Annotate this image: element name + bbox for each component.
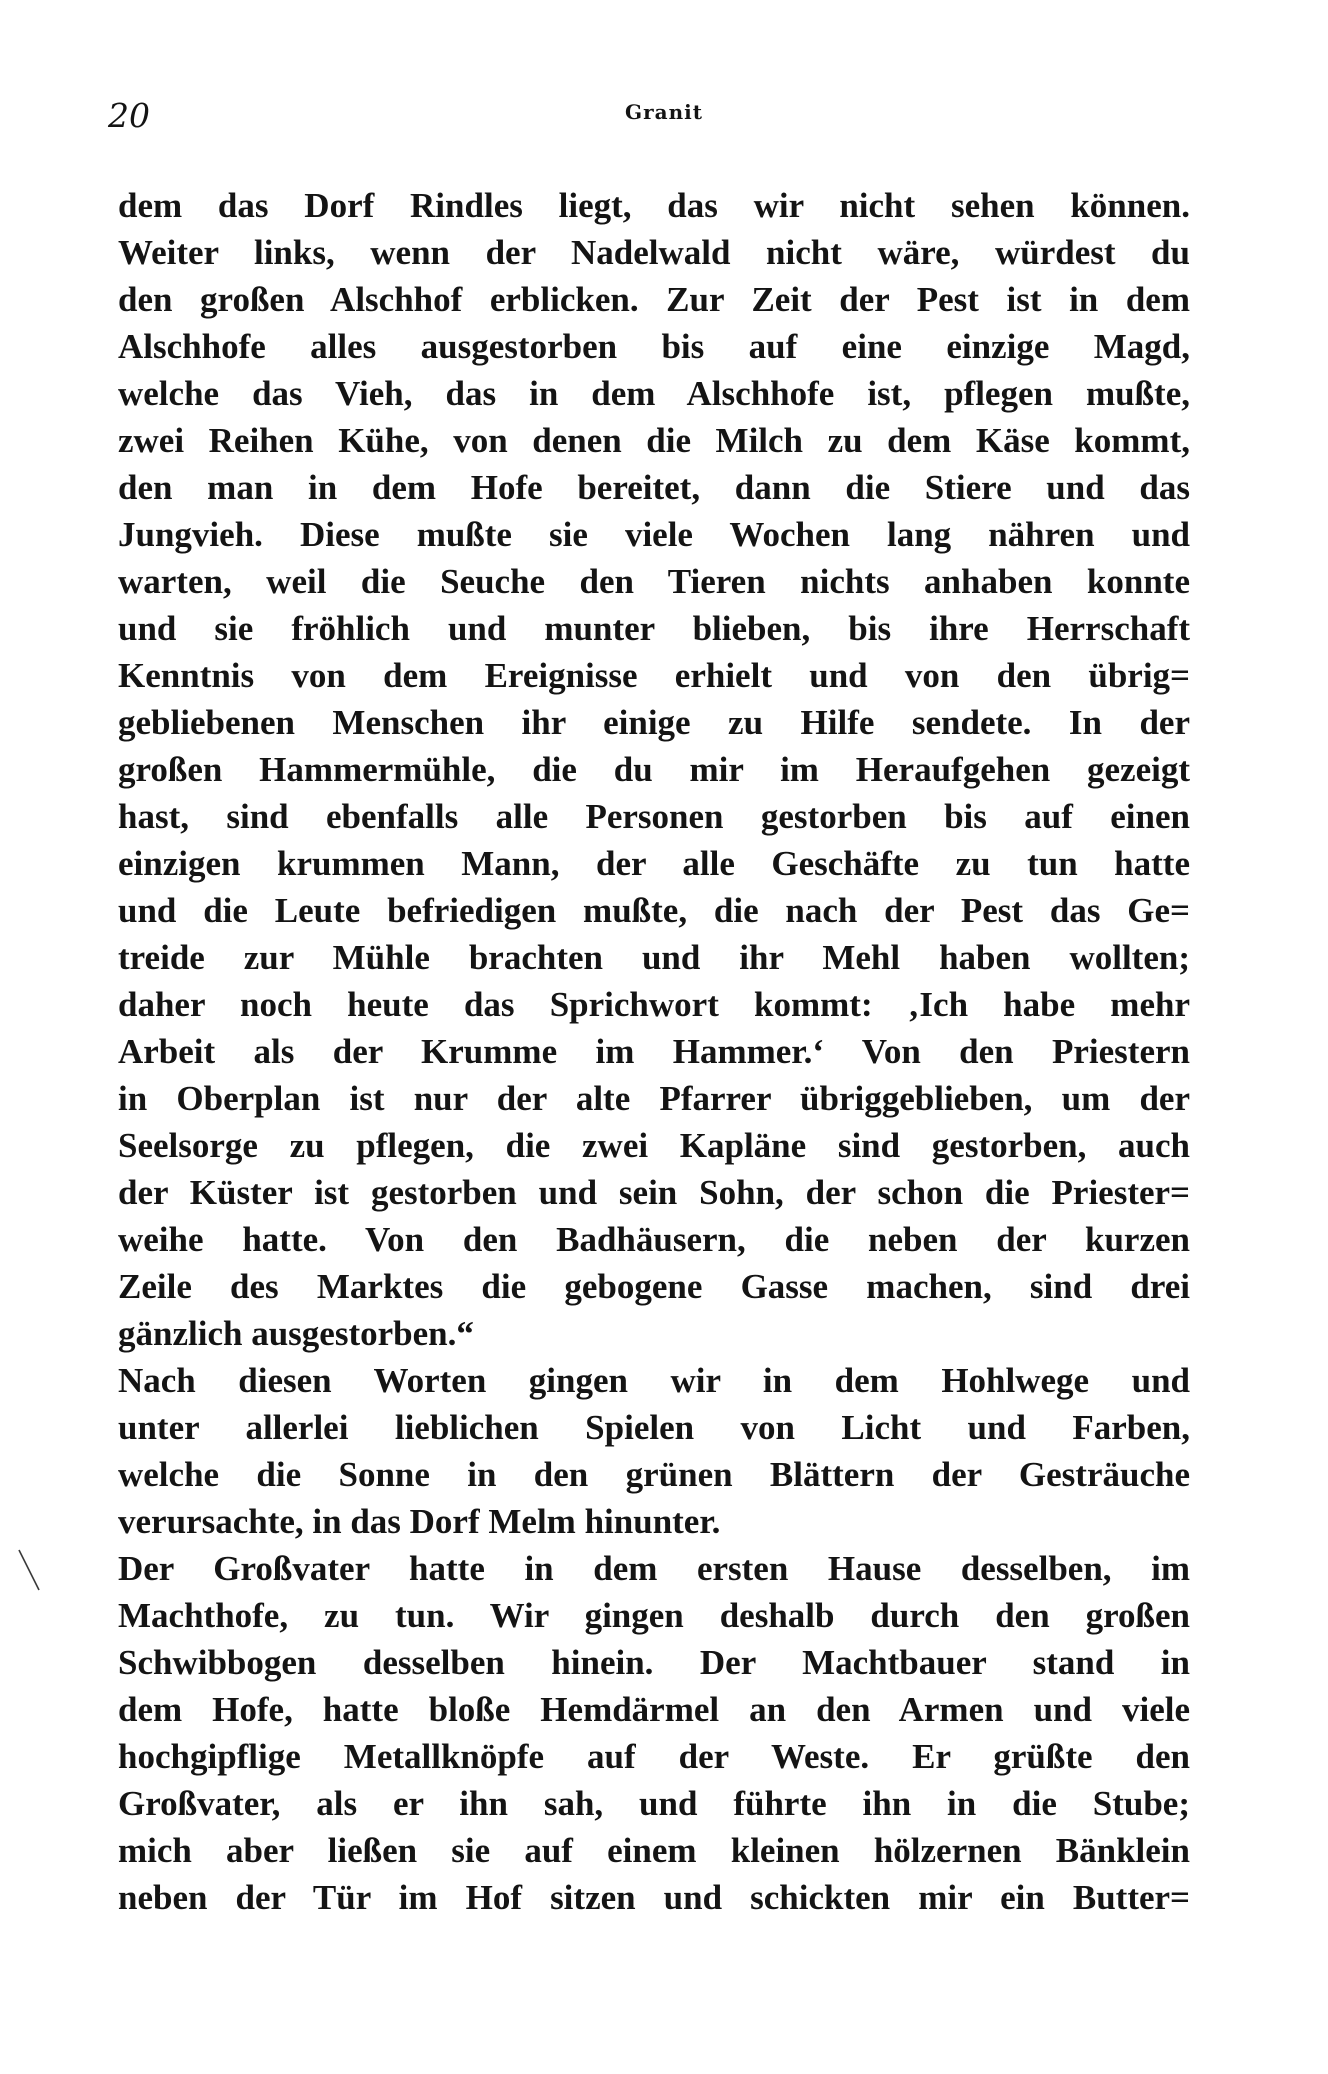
text-line: welche das Vieh, das in dem Alschhofe ist, pflegen mußte,	[118, 374, 1190, 413]
text-line: weihe hatte. Von den Badhäusern, die neben der kurzen	[118, 1220, 1190, 1259]
text-line: neben der Tür im Hof sitzen und schickten mir ein Butter=	[118, 1878, 1190, 1917]
text-line: dem Hofe, hatte bloße Hemdärmel an den Armen und viele	[118, 1690, 1190, 1729]
text-line: der Küster ist gestorben und sein Sohn, der schon die Priester=	[118, 1173, 1190, 1212]
text-line: welche die Sonne in den grünen Blättern der Gesträuche	[118, 1455, 1190, 1494]
text-line: Nach diesen Worten gingen wir in dem Hohlwege und	[118, 1361, 1190, 1400]
text-line: den großen Alschhof erblicken. Zur Zeit der Pest ist in dem	[118, 280, 1190, 319]
text-line: warten, weil die Seuche den Tieren nichts anhaben konnte	[118, 562, 1190, 601]
text-line: Kenntnis von dem Ereignisse erhielt und von den übrig=	[118, 656, 1190, 695]
text-line: hochgipflige Metallknöpfe auf der Weste. Er grüßte den	[118, 1737, 1190, 1776]
text-line: mich aber ließen sie auf einem kleinen hölzernen Bänklein	[118, 1831, 1190, 1870]
margin-pencil-mark	[16, 1548, 42, 1592]
text-line: und die Leute befriedigen mußte, die nach der Pest das Ge=	[118, 891, 1190, 930]
text-line: gebliebenen Menschen ihr einige zu Hilfe sendete. In der	[118, 703, 1190, 742]
text-line: Großvater, als er ihn sah, und führte ihn in die Stube;	[118, 1784, 1190, 1823]
running-head: Granit	[625, 100, 703, 124]
page-number: 20	[108, 96, 150, 135]
text-line: dem das Dorf Rindles liegt, das wir nicht sehen können.	[118, 186, 1190, 225]
body-text	[118, 182, 1190, 1921]
text-line: Arbeit als der Krumme im Hammer.‘ Von den Priestern	[118, 1032, 1190, 1071]
text-line: hast, sind ebenfalls alle Personen gestorben bis auf einen	[118, 797, 1190, 836]
text-line: Jungvieh. Diese mußte sie viele Wochen lang nähren und	[118, 515, 1190, 554]
text-line: Der Großvater hatte in dem ersten Hause desselben, im	[118, 1549, 1190, 1588]
text-line: zwei Reihen Kühe, von denen die Milch zu dem Käse kommt,	[118, 421, 1190, 460]
text-line: einzigen krummen Mann, der alle Geschäfte zu tun hatte	[118, 844, 1190, 883]
text-line: Weiter links, wenn der Nadelwald nicht wäre, würdest du	[118, 233, 1190, 272]
text-line: Machthofe, zu tun. Wir gingen deshalb durch den großen	[118, 1596, 1190, 1635]
text-line: in Oberplan ist nur der alte Pfarrer übriggeblieben, um der	[118, 1079, 1190, 1118]
paragraph-end-line: verursachte, in das Dorf Melm hinunter.	[118, 1502, 721, 1541]
text-line: großen Hammermühle, die du mir im Heraufgehen gezeigt	[118, 750, 1190, 789]
text-line: den man in dem Hofe bereitet, dann die Stiere und das	[118, 468, 1190, 507]
text-line: und sie fröhlich und munter blieben, bis ihre Herrschaft	[118, 609, 1190, 648]
text-line: unter allerlei lieblichen Spielen von Licht und Farben,	[118, 1408, 1190, 1447]
text-line: treide zur Mühle brachten und ihr Mehl haben wollten;	[118, 938, 1190, 977]
text-line: Alschhofe alles ausgestorben bis auf eine einzige Magd,	[118, 327, 1190, 366]
paragraph-end-line: gänzlich ausgestorben.“	[118, 1314, 474, 1353]
text-line: Seelsorge zu pflegen, die zwei Kapläne sind gestorben, auch	[118, 1126, 1190, 1165]
text-line: Schwibbogen desselben hinein. Der Machtbauer stand in	[118, 1643, 1190, 1682]
text-line: daher noch heute das Sprichwort kommt: ‚Ich habe mehr	[118, 985, 1190, 1024]
text-line: Zeile des Marktes die gebogene Gasse machen, sind drei	[118, 1267, 1190, 1306]
